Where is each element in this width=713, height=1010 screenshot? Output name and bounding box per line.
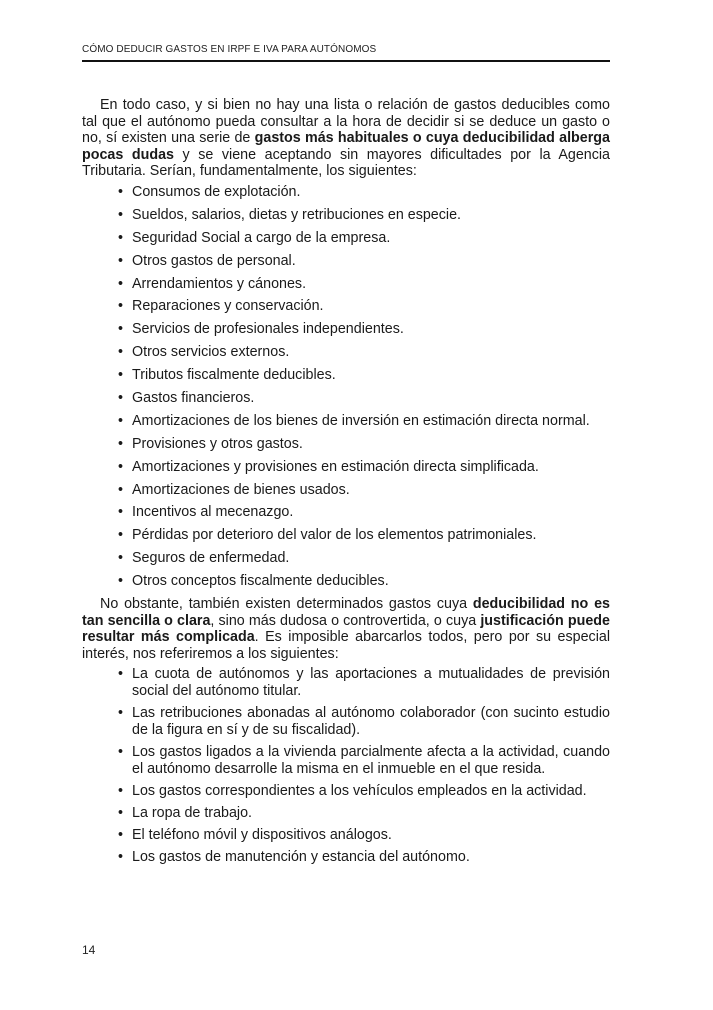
list-item-text: Pérdidas por deterioro del valor de los elementos patrimoniales. [132,527,537,544]
bullet-icon: • [118,252,124,269]
bullet-icon: • [118,435,124,452]
list-item-text: Reparaciones y conservación. [132,298,324,315]
running-header: CÓMO DEDUCIR GASTOS EN IRPF E IVA PARA AUTÓNOMOS [82,44,610,62]
list-item [118,782,610,800]
list-item [118,705,610,738]
bullet-icon: • [118,206,124,223]
bullet-icon: • [118,782,124,799]
list-item-text: Provisiones y otros gastos. [132,435,303,452]
list-item-text: Consumos de explotación. [132,183,301,200]
bullet-icon: • [118,666,124,683]
list-item-text: Seguridad Social a cargo de la empresa. [132,229,391,246]
list-item-text: Sueldos, salarios, dietas y retribuciones en especie. [132,206,462,223]
list-item [118,229,610,247]
bullet-icon: • [118,275,124,292]
list-item [118,849,610,866]
bullet-icon: • [118,183,124,200]
list-item-text: Gastos financieros. [132,389,255,406]
list-item-text: El teléfono móvil y dispositivos análogos. [132,827,392,844]
paragraph-intro-text-2: y se viene aceptando sin mayores dificultades por la Agencia Tributaria. Serían, fundamentalmente, los siguientes: [82,146,610,180]
paragraph-doubtful [82,596,610,662]
list-item [118,389,610,407]
list-item [118,804,610,822]
list-item-text: Los gastos correspondientes a los vehículos empleados en la actividad. [132,782,587,799]
doubtful-expenses-list [82,666,610,866]
paragraph-intro-text-1: En todo caso, y si bien no hay una lista o relación de gastos deducibles como tal que el autónomo pueda consultar a la hora de decidir si se deduce un gasto o no, sí existen una serie de [82,97,610,147]
list-item [118,527,610,544]
list-item [118,367,610,384]
list-item-text: Servicios de profesionales independientes. [132,321,404,338]
paragraph-doubtful-text-3: . Es imposible abarcarlos todos, pero por su especial interés, nos referiremos a los siguientes: [82,629,611,662]
bullet-icon: • [118,504,124,521]
list-item-text: Amortizaciones y provisiones en estimación directa simplificada. [132,458,539,475]
list-item-text: Los gastos de manutención y estancia del autónomo. [132,849,470,866]
bullet-icon: • [118,367,124,384]
list-item [118,275,610,293]
list-item-text: La cuota de autónomos y las aportaciones a mutualidades de previsión social del autónomo titular. [132,666,610,699]
bullet-icon: • [118,412,124,429]
list-item [118,504,610,521]
bullet-icon: • [118,804,124,821]
bullet-icon: • [118,849,124,866]
list-item [118,827,610,844]
list-item [118,183,610,201]
bullet-icon: • [118,743,124,760]
list-item [118,344,610,361]
page-body [82,97,610,871]
list-item [118,298,610,315]
page-number: 14 [82,943,96,957]
bullet-icon: • [118,827,124,844]
paragraph-intro [82,97,610,180]
list-item [118,412,610,430]
bullet-icon: • [118,344,124,361]
list-item [118,666,610,699]
bullet-icon: • [118,458,124,475]
list-item-text: Los gastos ligados a la vivienda parcialmente afecta a la actividad, cuando el autónomo desarrolle la misma en el inmueble en el que resida. [132,743,610,777]
list-item [118,321,610,338]
bullet-icon: • [118,705,124,722]
paragraph-intro-bold-1: gastos más habituales o cuya deducibilidad alberga pocas dudas [82,130,610,163]
paragraph-doubtful-bold-2: justificación puede resultar más complicada [82,612,610,646]
bullet-icon: • [118,573,124,590]
list-item-text: La ropa de trabajo. [132,804,253,821]
list-item-text: Incentivos al mecenazgo. [132,504,294,521]
list-item [118,252,610,270]
list-item-text: Amortizaciones de bienes usados. [132,481,350,498]
bullet-icon: • [118,321,124,338]
list-item [118,458,610,476]
list-item-text: Amortizaciones de los bienes de inversión en estimación directa normal. [132,412,590,429]
list-item [118,481,610,499]
paragraph-doubtful-text-2: , sino más dudosa o controvertida, o cuya [210,612,481,629]
list-item-text: Arrendamientos y cánones. [132,275,307,292]
list-item [118,743,610,777]
bullet-icon: • [118,527,124,544]
list-item-text: Otros conceptos fiscalmente deducibles. [132,573,389,590]
list-item-text: Tributos fiscalmente deducibles. [132,367,336,384]
list-item-text: Otros servicios externos. [132,344,290,361]
list-item [118,550,610,567]
list-item-text: Seguros de enfermedad. [132,550,290,567]
bullet-icon: • [118,229,124,246]
bullet-icon: • [118,389,124,406]
list-item [118,573,610,590]
list-item-text: Las retribuciones abonadas al autónomo colaborador (con sucinto estudio de la figura en sí y de su fiscalidad). [132,705,610,738]
list-item [118,206,610,224]
bullet-icon: • [118,550,124,567]
deductible-expenses-list [82,184,610,590]
paragraph-doubtful-bold-1: deducibilidad no es tan sencilla o clara [82,596,610,629]
bullet-icon: • [118,298,124,315]
paragraph-doubtful-text-1: No obstante, también existen determinados gastos cuya [100,596,473,612]
list-item-text: Otros gastos de personal. [132,252,296,269]
bullet-icon: • [118,481,124,498]
list-item [118,435,610,453]
